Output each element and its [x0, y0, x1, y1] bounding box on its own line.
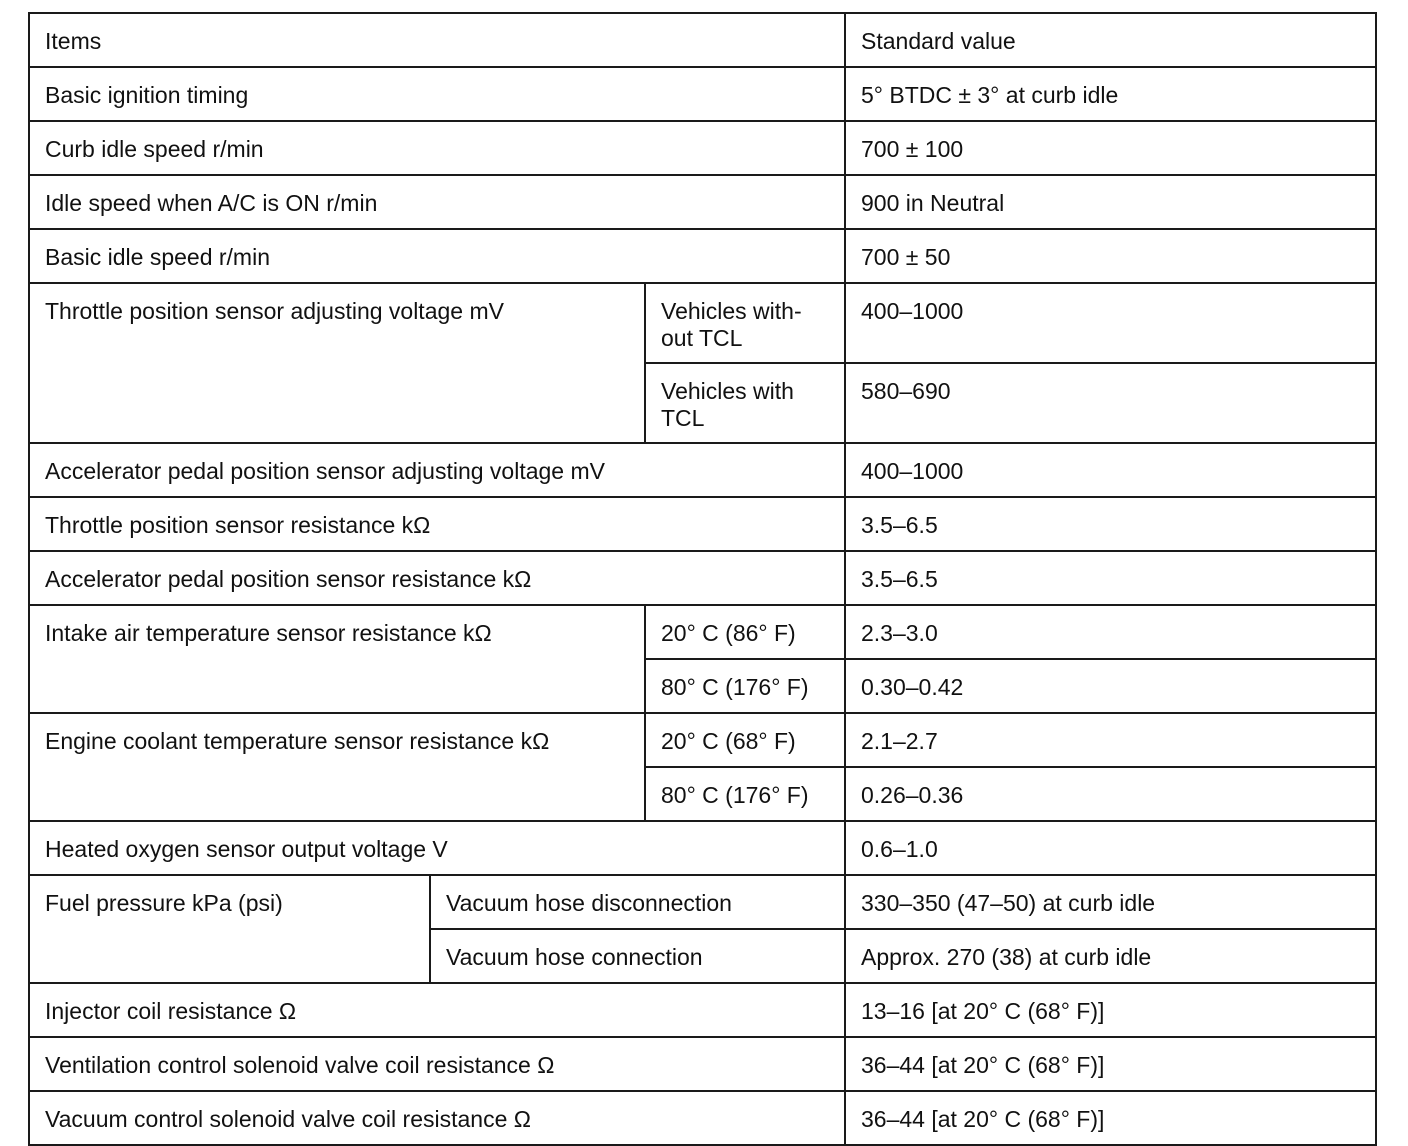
item-label: Fuel pressure kPa (psi)	[29, 875, 430, 983]
table-row	[29, 551, 1376, 605]
standard-value: 0.30–0.42	[845, 659, 1376, 713]
standard-value: 330–350 (47–50) at curb idle	[845, 875, 1376, 929]
condition-cell: Vehicles with-out TCL	[645, 283, 845, 363]
standard-value: 2.1–2.7	[845, 713, 1376, 767]
item-label: Curb idle speed r/min	[29, 121, 845, 175]
table-row	[29, 875, 1376, 929]
item-label: Intake air temperature sensor resistance kΩ	[29, 605, 645, 713]
table-header-row	[29, 13, 1376, 67]
condition-cell: 20° C (86° F)	[645, 605, 845, 659]
standard-value: 700 ± 50	[845, 229, 1376, 283]
item-label: Ventilation control solenoid valve coil resistance Ω	[29, 1037, 845, 1091]
standard-value: 0.6–1.0	[845, 821, 1376, 875]
table-row	[29, 497, 1376, 551]
table-row	[29, 283, 1376, 363]
condition-cell: Vehicles with TCL	[645, 363, 845, 443]
standard-value: 36–44 [at 20° C (68° F)]	[845, 1091, 1376, 1145]
condition-cell: 20° C (68° F)	[645, 713, 845, 767]
item-label: Engine coolant temperature sensor resistance kΩ	[29, 713, 645, 821]
table-row	[29, 443, 1376, 497]
item-label: Throttle position sensor resistance kΩ	[29, 497, 845, 551]
table-row	[29, 821, 1376, 875]
item-label: Basic ignition timing	[29, 67, 845, 121]
header-standard-value: Standard value	[845, 13, 1376, 67]
standard-value: 580–690	[845, 363, 1376, 443]
item-label: Idle speed when A/C is ON r/min	[29, 175, 845, 229]
standard-value: 400–1000	[845, 283, 1376, 363]
standard-value: 3.5–6.5	[845, 551, 1376, 605]
standard-value: 3.5–6.5	[845, 497, 1376, 551]
item-label: Throttle position sensor adjusting voltage mV	[29, 283, 645, 443]
standard-value: 0.26–0.36	[845, 767, 1376, 821]
standard-value: 5° BTDC ± 3° at curb idle	[845, 67, 1376, 121]
condition-cell: 80° C (176° F)	[645, 659, 845, 713]
item-label: Accelerator pedal position sensor adjusting voltage mV	[29, 443, 845, 497]
standard-value: 2.3–3.0	[845, 605, 1376, 659]
table-row	[29, 229, 1376, 283]
item-label: Accelerator pedal position sensor resistance kΩ	[29, 551, 845, 605]
item-label: Heated oxygen sensor output voltage V	[29, 821, 845, 875]
condition-cell: Vacuum hose disconnection	[430, 875, 845, 929]
standard-value: 700 ± 100	[845, 121, 1376, 175]
specifications-table	[28, 12, 1377, 1146]
table-row	[29, 605, 1376, 659]
standard-value: 900 in Neutral	[845, 175, 1376, 229]
table-row	[29, 983, 1376, 1037]
table-row	[29, 121, 1376, 175]
item-label: Vacuum control solenoid valve coil resistance Ω	[29, 1091, 845, 1145]
condition-cell: Vacuum hose connection	[430, 929, 845, 983]
standard-value: Approx. 270 (38) at curb idle	[845, 929, 1376, 983]
header-items: Items	[29, 13, 845, 67]
table-row	[29, 1037, 1376, 1091]
standard-value: 36–44 [at 20° C (68° F)]	[845, 1037, 1376, 1091]
standard-value: 13–16 [at 20° C (68° F)]	[845, 983, 1376, 1037]
standard-value: 400–1000	[845, 443, 1376, 497]
item-label: Injector coil resistance Ω	[29, 983, 845, 1037]
item-label: Basic idle speed r/min	[29, 229, 845, 283]
table-row	[29, 1091, 1376, 1145]
table-row	[29, 713, 1376, 767]
table-row	[29, 175, 1376, 229]
condition-cell: 80° C (176° F)	[645, 767, 845, 821]
table-row	[29, 67, 1376, 121]
